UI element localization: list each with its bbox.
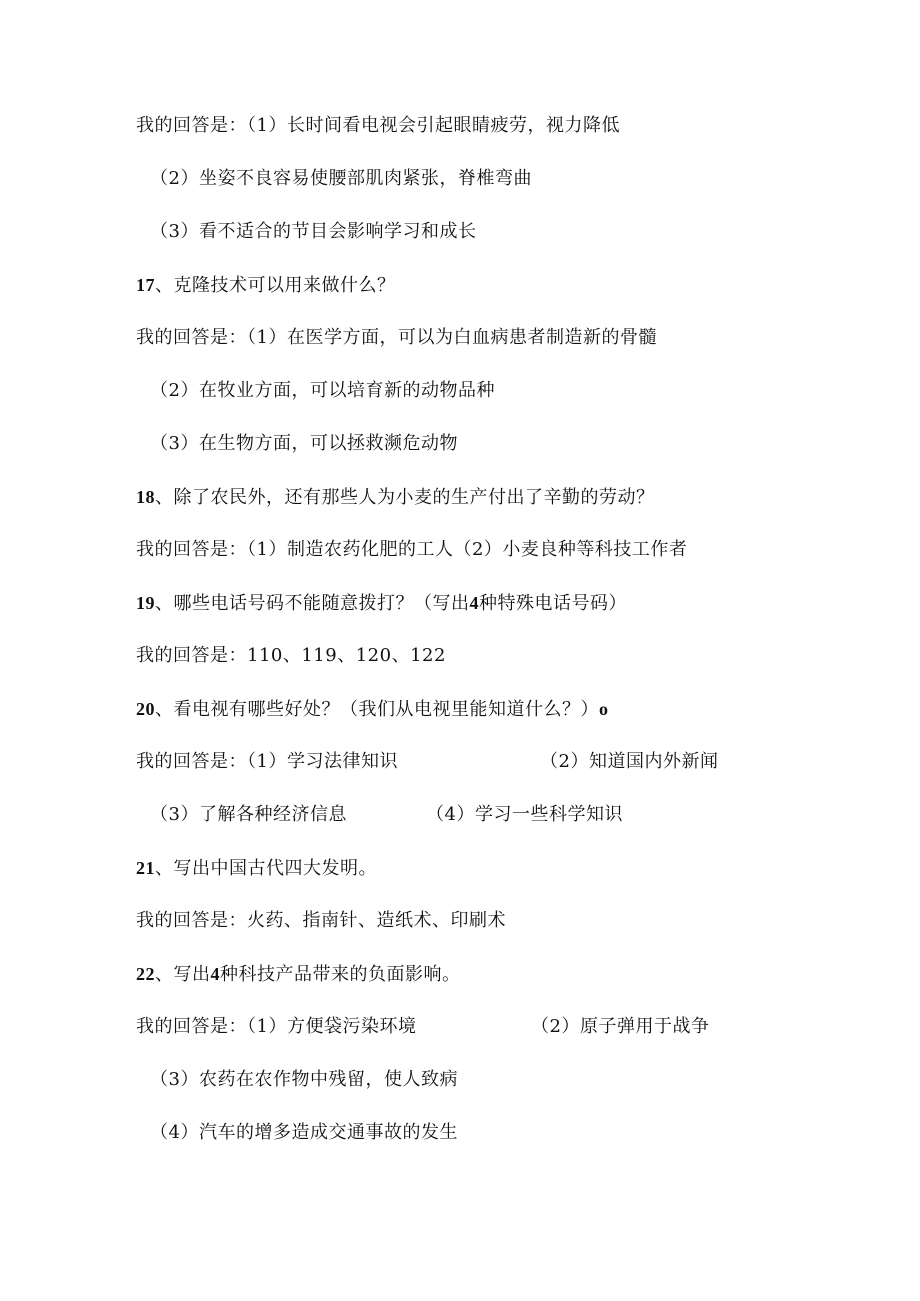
answer-text: （3）在生物方面，可以拯救濒危动物	[150, 433, 458, 454]
answer-label: 我的回答是：	[136, 645, 247, 666]
answer-label-group	[136, 750, 398, 774]
answer-label-group	[136, 1015, 416, 1039]
answer-text: （3）看不适合的节目会影响学习和成长	[150, 221, 477, 242]
answer-line	[136, 644, 446, 668]
answer-line	[136, 538, 687, 562]
question-21	[136, 856, 377, 881]
question-text: 、除了农民外，还有那些人为小麦的生产付出了辛勤的劳动？	[155, 487, 655, 508]
answer-text: （2）在牧业方面，可以培育新的动物品种	[150, 380, 495, 401]
answer-text: （1）长时间看电视会引起眼睛疲劳，视力降低	[247, 115, 620, 136]
answer-label: 我的回答是：	[136, 910, 247, 931]
question-19	[136, 591, 627, 616]
question-emphasis-number: 4	[210, 964, 220, 984]
question-text: 、哪些电话号码不能随意拨打？（写出	[155, 593, 470, 614]
answer-text: 火药、指南针、造纸术、印刷术	[247, 910, 506, 931]
answer-text: 110、119、120、122	[247, 645, 446, 666]
answer-line	[136, 326, 657, 350]
answer-text-right: （2）知道国内外新闻	[540, 751, 719, 772]
question-number: 18	[136, 487, 155, 507]
question-number: 21	[136, 858, 155, 878]
answer-continuation	[150, 1121, 458, 1145]
question-text: 、看电视有哪些好处？（我们从电视里能知道什么？）	[155, 699, 599, 720]
answer-line	[136, 750, 776, 774]
answer-text: （1）在医学方面，可以为白血病患者制造新的骨髓	[247, 327, 657, 348]
answer-continuation	[150, 167, 532, 191]
answer-line	[136, 1015, 756, 1039]
question-text: 、克隆技术可以用来做什么？	[155, 275, 396, 296]
question-22	[136, 962, 461, 987]
answer-line	[136, 114, 620, 138]
question-emphasis-number: 4	[469, 593, 479, 613]
answer-continuation	[150, 803, 710, 827]
answer-text: （1）方便袋污染环境	[247, 1016, 417, 1037]
answer-label: 我的回答是：	[136, 115, 247, 136]
answer-text: （4）汽车的增多造成交通事故的发生	[150, 1122, 458, 1143]
answer-text-right: （2）原子弹用于战争	[531, 1016, 710, 1037]
answer-text: （1）学习法律知识	[247, 751, 398, 772]
answer-label: 我的回答是：	[136, 327, 247, 348]
answer-label: 我的回答是：	[136, 751, 247, 772]
question-number: 20	[136, 699, 155, 719]
question-20	[136, 697, 609, 722]
question-18	[136, 485, 655, 510]
answer-continuation	[150, 220, 476, 244]
answer-continuation	[150, 1068, 458, 1092]
question-text: 种科技产品带来的负面影响。	[220, 964, 461, 985]
answer-line	[136, 909, 506, 933]
question-text: 、写出中国古代四大发明。	[155, 858, 377, 879]
answer-label: 我的回答是：	[136, 1016, 247, 1037]
answer-continuation	[150, 432, 458, 456]
answer-text: （2）坐姿不良容易使腰部肌肉紧张，脊椎弯曲	[150, 168, 532, 189]
answer-text-right: （4）学习一些科学知识	[426, 804, 623, 825]
question-number: 22	[136, 964, 155, 984]
answer-text: （3）了解各种经济信息	[150, 804, 347, 825]
question-17	[136, 273, 396, 298]
answer-label: 我的回答是：	[136, 539, 247, 560]
question-number: 19	[136, 593, 155, 613]
answer-text: （1）制造农药化肥的工人（2）小麦良种等科技工作者	[247, 539, 688, 560]
question-text: 种特殊电话号码）	[479, 593, 627, 614]
question-tail-mark: o	[599, 699, 609, 719]
answer-continuation	[150, 379, 495, 403]
answer-text: （3）农药在农作物中残留，使人致病	[150, 1069, 458, 1090]
question-text: 、写出	[155, 964, 211, 985]
question-number: 17	[136, 275, 155, 295]
